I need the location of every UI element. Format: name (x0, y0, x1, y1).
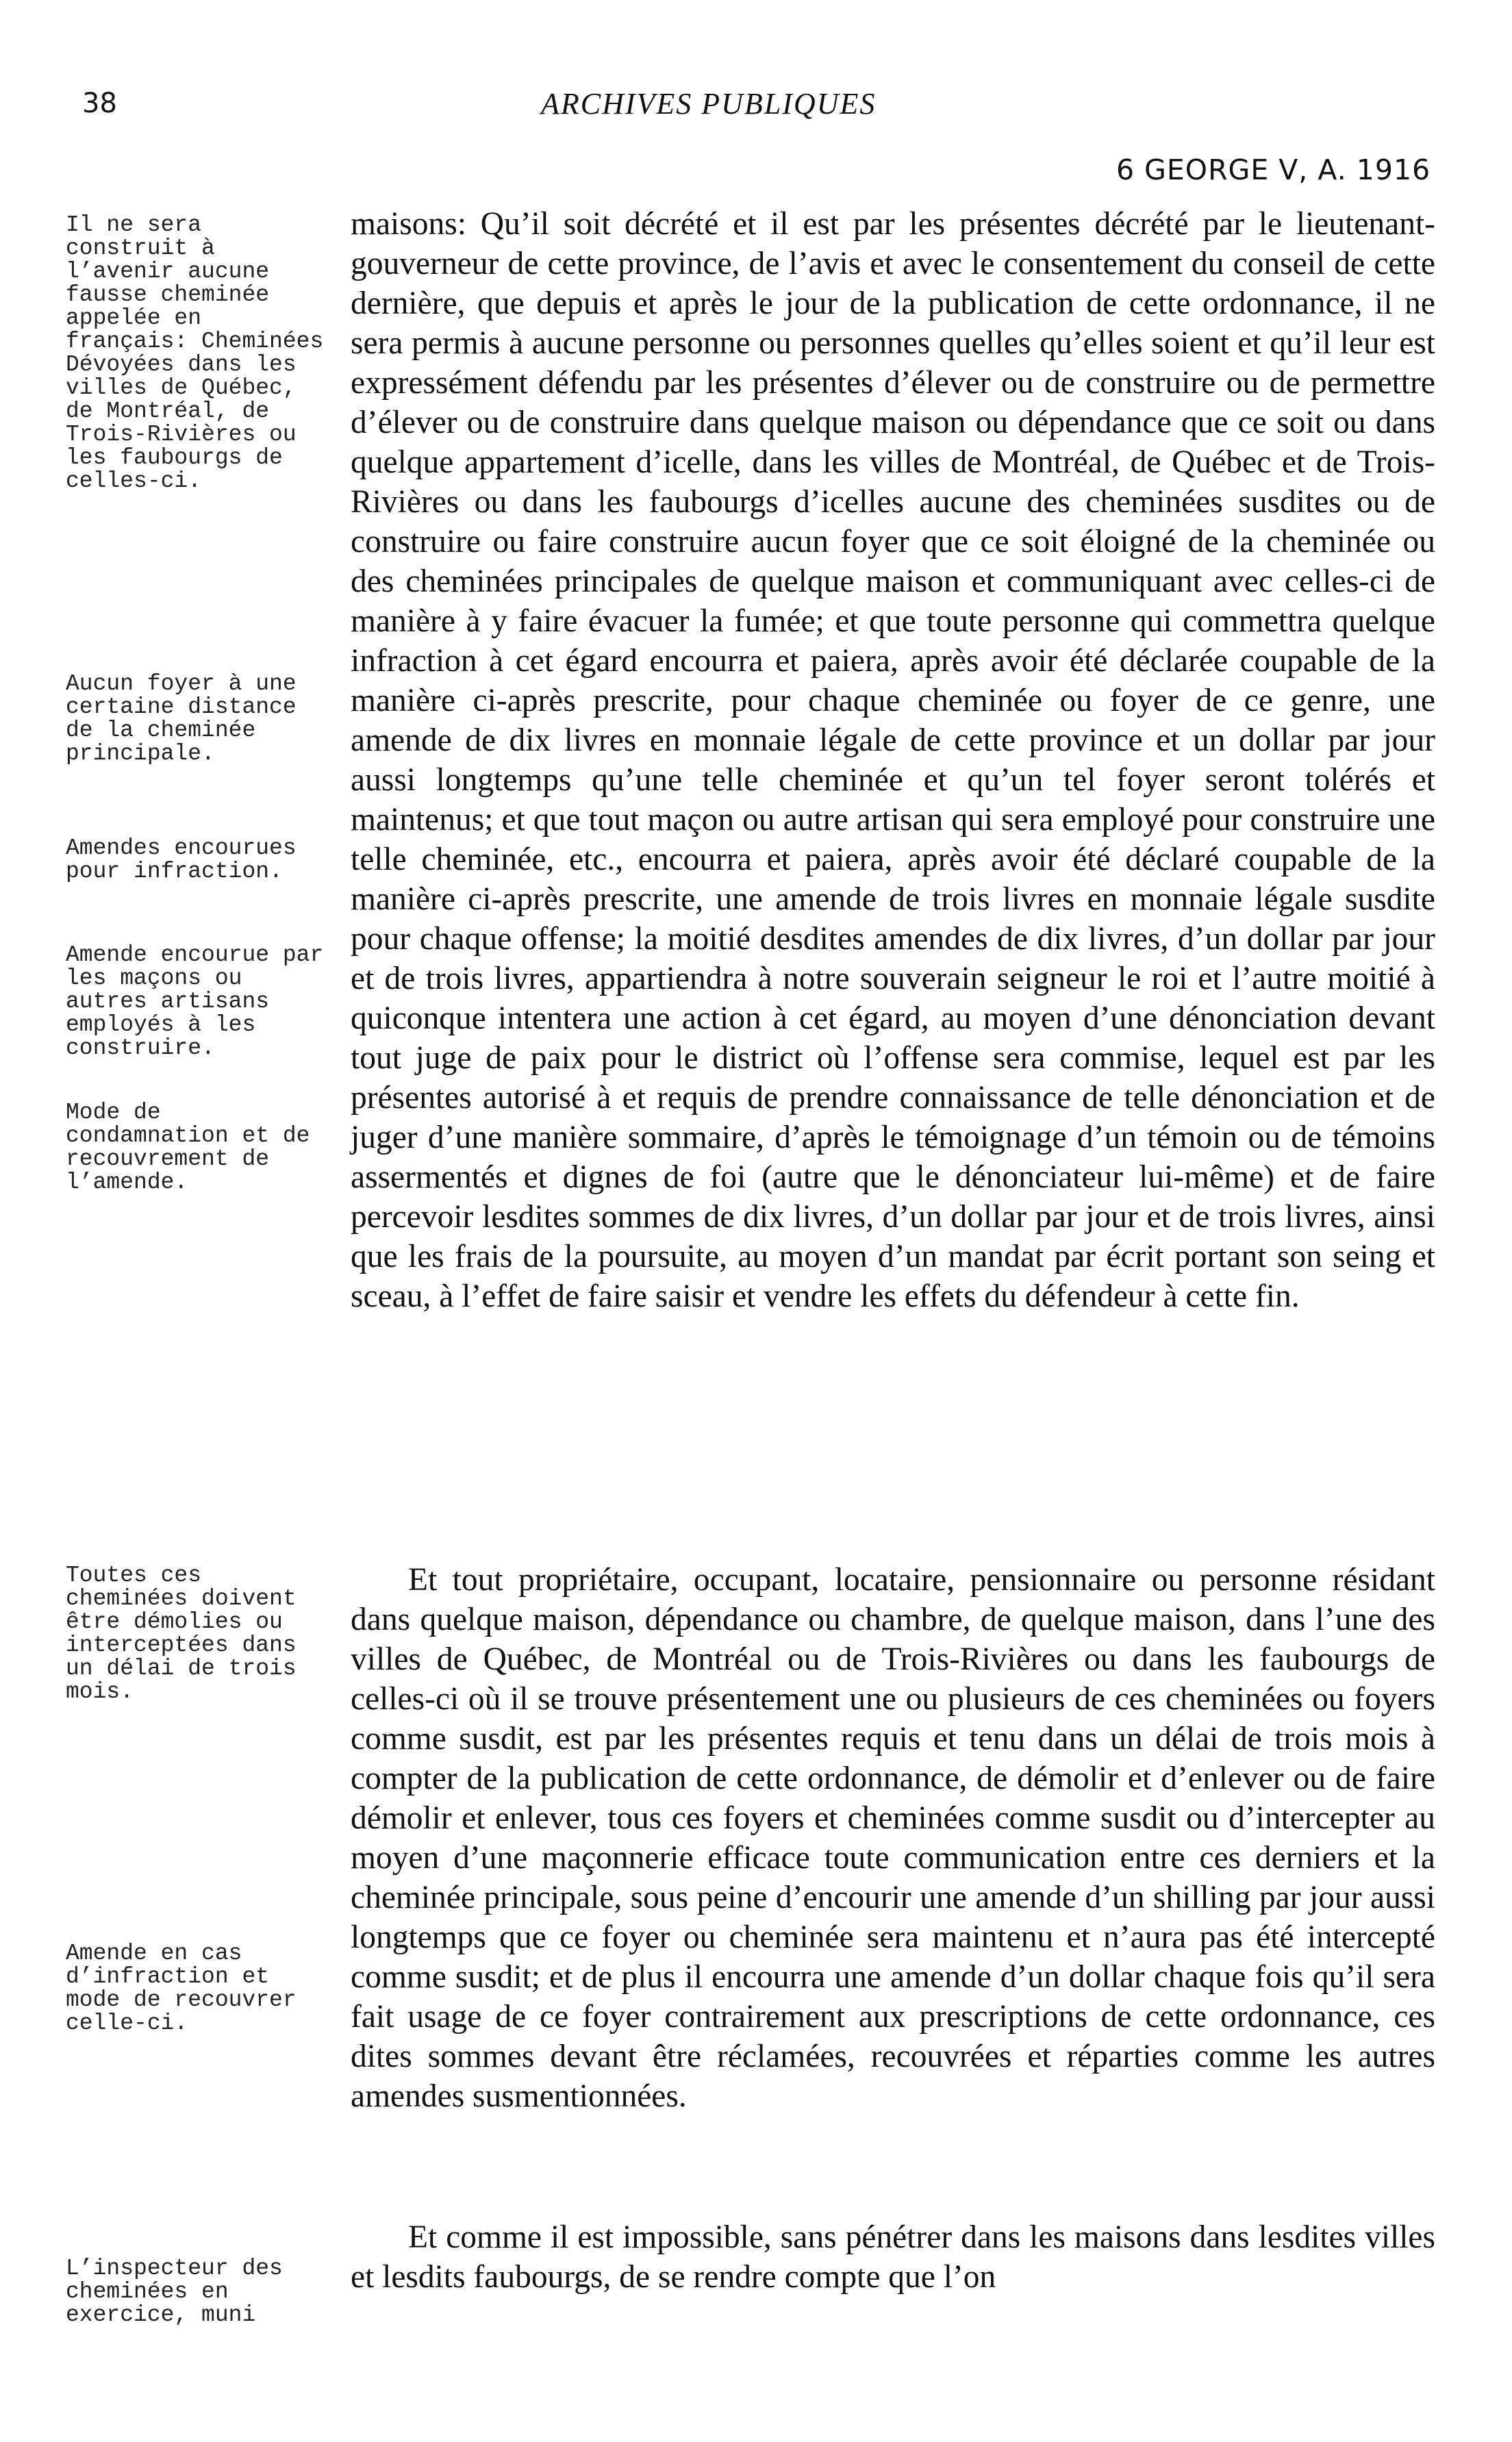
body-paragraph-2: Et tout propriétaire, occupant, locataire, pensionnaire ou personne résidant dans quelque maison, dépendance ou chambre, de quelque maison, dans l’une des villes de Québec, de Montréal ou de Trois-Rivières ou dans les faubourgs de celles-ci où il se trouve présentement une ou plusieurs de ces cheminées ou foyers comme susdit, est par les présentes requis et tenu dans un délai de trois mois à compter de la publication de cette ordonnance, de démolir et d’enlever ou de faire démolir et enlever, tous ces foyers et cheminées comme susdit ou d’intercepter au moyen d’une maçonnerie efficace toute communication entre ces derniers et la cheminée principale, sous peine d’encourir une amende d’un shilling par jour aussi longtemps que ce foyer ou cheminée sera maintenu et n’aura pas été intercepté comme susdit; et de plus il encourra une amende d’un dollar chaque fois qu’il sera fait usage de ce foyer contrairement aux prescriptions de cette ordonnance, ces dites sommes devant être réclamées, recouvrées et réparties comme les autres amendes susmentionnées. (351, 1562, 1435, 2114)
running-title: ARCHIVES PUBLIQUES (541, 87, 877, 121)
margin-note-5: Mode de condamnation et de recouvrement de l’amende. (66, 1100, 310, 1195)
body-paragraph-3: Et comme il est impossible, sans pénétrer dans les maisons dans lesdites villes et lesdits faubourgs, de se rendre compte que l’on (351, 2219, 1435, 2295)
body-paragraph-1: maisons: Qu’il soit décrété et il est par les présentes décrété par le lieutenant-gouverneur de cette province, de l’avis et avec le consentement du conseil de cette dernière, que depuis et après le jour de la publication de cette ordonnance, il ne sera permis à aucune personne ou personnes quelles qu’elles soient et qu’il leur est expressément défendu par les présentes d’élever ou de construire ou de permettre d’élever ou de construire dans quelque maison ou dépendance que ce soit ou dans quelque appartement d’icelle, dans les villes de Montréal, de Québec et de Trois-Rivières ou dans les faubourgs d’icelles aucune des cheminées susdites ou de construire ou faire construire aucun foyer que ce soit éloigné de la cheminée ou des cheminées principales de quelque maison et communiquant avec celles-ci de manière à y faire évacuer la fumée; et que toute personne qui commettra quelque infraction à cet égard encourra et paiera, après avoir été déclarée coupable de la manière ci-après prescrite, pour chaque cheminée ou foyer de ce genre, une amende de dix livres en monnaie légale de cette province et un dollar par jour aussi longtemps qu’une telle cheminée et qu’un tel foyer seront tolérés et maintenus; et que tout maçon ou autre artisan qui sera employé pour construire une telle cheminée, etc., encourra et paiera, après avoir été déclaré coupable de la manière ci-après prescrite, une amende de trois livres en monnaie légale susdite pour chaque offense; la moitié desdites amendes de dix livres, d’un dollar par jour et de trois livres, appartiendra à notre souverain seigneur le roi et l’autre moitié à quiconque intentera une action à cet égard, au moyen d’une dénonciation devant tout juge de paix pour le district où l’offense sera commise, lequel est par les présentes autorisé à et requis de prendre connaissance de telle dénonciation et de juger d’une manière sommaire, d’après le témoignage d’un témoin ou de témoins assermentés et dignes de foi (autre que le dénonciateur lui-même) et de faire percevoir lesdites sommes de dix livres, d’un dollar par jour et de trois livres, ainsi que les frais de la poursuite, au moyen d’un mandat par écrit portant son seing et sceau, à l’effet de faire saisir et vendre les effets du défendeur à cette fin. (351, 206, 1435, 1314)
margin-note-4: Amende encourue par les maçons ou autres artisans employés à les construire. (66, 942, 324, 1061)
margin-note-2: Aucun foyer à une certaine distance de la cheminée principale. (66, 671, 297, 766)
margin-note-1: Il ne sera construit à l’avenir aucune fausse cheminée appelée en français: Cheminées Dévoyées dans les villes de Québec, de Montréal, de Trois-Rivières ou les faubourgs de celles-ci. (66, 212, 324, 494)
margin-note-8: L’inspecteur des cheminées en exercice, muni (66, 2256, 283, 2328)
page-number: 38 (82, 88, 117, 119)
margin-note-7: Amende en cas d’infraction et mode de recouvrer celle-ci. (66, 1941, 297, 2036)
margin-note-3: Amendes encourues pour infraction. (66, 835, 297, 884)
regnal-year: 6 GEORGE V, A. 1916 (1116, 153, 1431, 186)
margin-note-6: Toutes ces cheminées doivent être démolies ou interceptées dans un délai de trois mois. (66, 1563, 297, 1704)
